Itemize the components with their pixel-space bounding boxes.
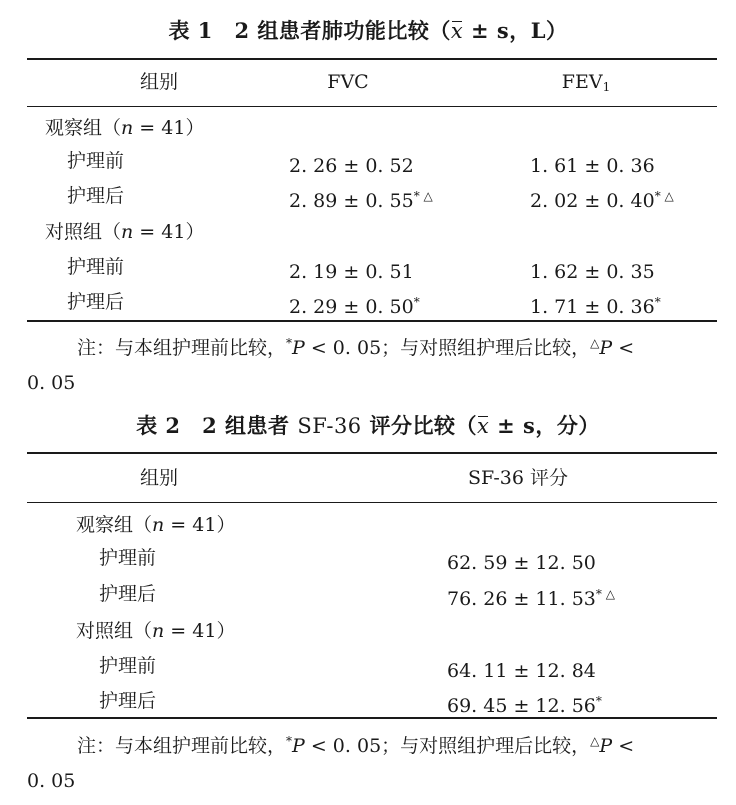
table1-row-label: 护理前 — [67, 150, 125, 172]
table2-caption-mean: x — [476, 414, 490, 438]
table2-caption-stat: ± s，分） — [489, 413, 600, 438]
table2-bottom-rule — [27, 717, 717, 719]
table1-header-group: 组别 — [139, 71, 179, 93]
table1-caption-title: 2 组患者肺功能比较 — [234, 18, 430, 43]
table1-row-label: 护理后 — [67, 185, 125, 207]
table2-group-label: 对照组（n = 41） — [76, 620, 236, 642]
table2-row-label: 护理后 — [99, 690, 157, 712]
table1-header-rule — [27, 106, 717, 107]
table2-header-group: 组别 — [139, 467, 179, 489]
table1-row-label: 护理后 — [67, 291, 125, 313]
table2-caption-sf36: SF-36 — [297, 414, 362, 438]
table1-fev1-value: 1. 62 ± 0. 35 — [530, 261, 655, 283]
table2-row-label: 护理前 — [99, 655, 157, 677]
table1-fev1-value: 1. 71 ± 0. 36* — [530, 295, 661, 318]
table1-header-fvc: FVC — [327, 71, 369, 93]
table1-footnote: 注：与本组护理前比较，*P < 0. 05；与对照组护理后比较，△P < — [77, 336, 635, 359]
table1-footnote-wrap: 0. 05 — [27, 372, 76, 394]
table1-row-label: 护理前 — [67, 256, 125, 278]
table1-caption-mean: x — [450, 19, 464, 43]
table1-bottom-rule — [27, 320, 717, 322]
table2-score-value: 69. 45 ± 12. 56* — [447, 694, 602, 717]
table1-caption-label: 表 1 — [168, 18, 213, 43]
table1-fvc-value: 2. 29 ± 0. 50* — [289, 295, 420, 318]
table2-score-value: 76. 26 ± 11. 53* △ — [447, 587, 615, 610]
table1-fev1-value: 2. 02 ± 0. 40* △ — [530, 189, 674, 212]
table1-caption-stat: ± s，L） — [463, 18, 568, 43]
table2-footnote-wrap: 0. 05 — [27, 770, 76, 792]
table2-header-rule — [27, 502, 717, 503]
table1-top-rule — [27, 58, 717, 60]
table1-group-label: 观察组（n = 41） — [45, 117, 205, 139]
table2-caption: 表 2 2 组患者 SF-36 评分比较（x ± s，分） — [136, 413, 600, 438]
table2-row-label: 护理前 — [99, 547, 157, 569]
table1-group-label: 对照组（n = 41） — [45, 221, 205, 243]
table2-row-label: 护理后 — [99, 583, 157, 605]
table1-fvc-value: 2. 26 ± 0. 52 — [289, 155, 414, 177]
table1-caption: 表 1 2 组患者肺功能比较（x ± s，L） — [168, 18, 568, 43]
table2-footnote: 注：与本组护理前比较，*P < 0. 05；与对照组护理后比较，△P < — [77, 734, 635, 757]
table1-fev1-value: 1. 61 ± 0. 36 — [530, 155, 655, 177]
table2-top-rule — [27, 452, 717, 454]
table1-header-fev1: $FEV_1$ — [561, 71, 611, 94]
table1-fvc-value: 2. 19 ± 0. 51 — [289, 261, 414, 283]
table2-score-value: 64. 11 ± 12. 84 — [447, 660, 596, 682]
table1-fvc-value: 2. 89 ± 0. 55* △ — [289, 189, 433, 212]
table2-caption-label: 表 2 — [136, 413, 181, 438]
table2-header-score: SF-36 评分 — [468, 467, 568, 489]
table2-group-label: 观察组（n = 41） — [76, 514, 236, 536]
table2-score-value: 62. 59 ± 12. 50 — [447, 552, 596, 574]
